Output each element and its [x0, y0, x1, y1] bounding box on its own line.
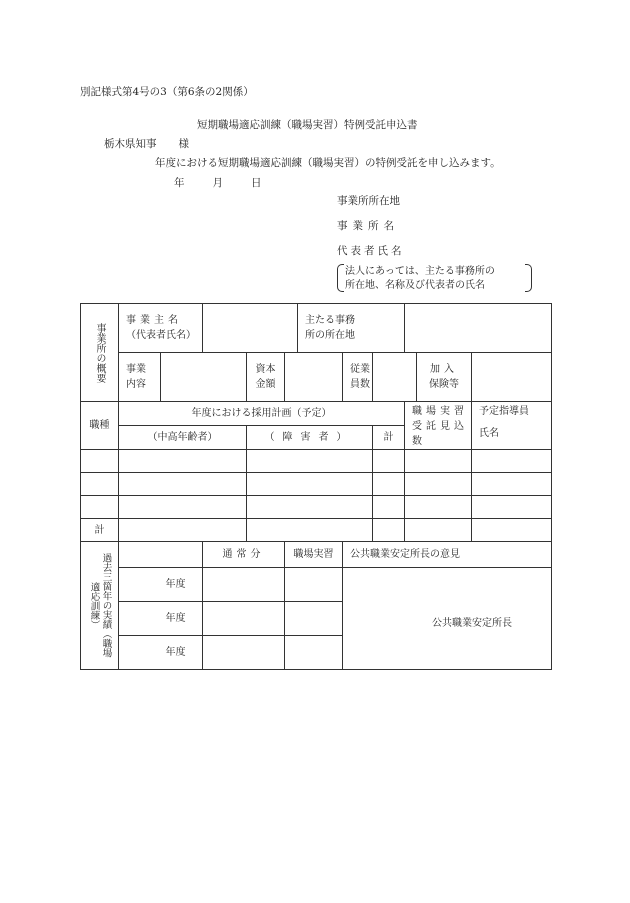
plan-instructor[interactable]	[472, 473, 552, 496]
office-sublabel: 所の所在地	[305, 330, 356, 341]
date-line	[174, 178, 290, 189]
disabled-label: （障害者）	[247, 426, 373, 450]
business-sublabel: 内容	[126, 379, 146, 390]
applicant-address-label: 事業所所在地	[337, 195, 400, 207]
past-practicum-2[interactable]	[285, 602, 343, 636]
occupation-label: 職種	[81, 402, 119, 450]
plan-instructor[interactable]	[472, 450, 552, 473]
corporate-note	[337, 264, 532, 292]
total-disabled[interactable]	[247, 519, 373, 542]
director-title: 公共職業安定所長	[432, 618, 513, 629]
capital-sublabel: 金額	[255, 379, 276, 390]
plan-acceptance[interactable]	[405, 450, 472, 473]
director-opinion-cell	[343, 542, 552, 568]
plan-occupation[interactable]	[81, 450, 119, 473]
plan-senior[interactable]	[119, 450, 247, 473]
plan-disabled[interactable]	[247, 450, 373, 473]
capital-value[interactable]	[285, 353, 343, 402]
office-label-cell	[298, 304, 405, 353]
normal-label: 通常分	[203, 542, 285, 568]
acceptance-label-cell	[405, 402, 472, 450]
plan-disabled[interactable]	[247, 496, 373, 519]
plan-total[interactable]	[373, 473, 405, 496]
plan-instructor[interactable]	[472, 496, 552, 519]
practicum-label: 職場実習	[285, 542, 343, 568]
plan-total-label: 計	[373, 426, 405, 450]
plan-occupation[interactable]	[81, 473, 119, 496]
addressee	[104, 139, 189, 150]
date-month[interactable]: 月	[212, 177, 223, 189]
plan-senior[interactable]	[119, 496, 247, 519]
past-year-3: 年度	[119, 636, 203, 670]
note-line-2: 所在地、名称及び代表者の氏名	[345, 280, 485, 291]
total-row	[81, 519, 552, 542]
total-label: 計	[81, 519, 119, 542]
past-normal-2[interactable]	[203, 602, 285, 636]
senior-label: （中高年齢者）	[119, 426, 247, 450]
insurance-label-cell	[417, 353, 472, 402]
note-bracket-left	[337, 264, 344, 292]
instructor-label: 予定指導員	[479, 406, 530, 417]
owner-sublabel: （代表者氏名）	[126, 330, 196, 341]
note-text	[345, 265, 495, 293]
total-acceptance[interactable]	[405, 519, 472, 542]
employees-value[interactable]	[373, 353, 417, 402]
applicant-rep-label: 代表者氏名	[337, 245, 405, 257]
overview-label-cell	[81, 304, 119, 402]
past-year-1: 年度	[119, 568, 203, 602]
insurance-label: 加入	[430, 364, 459, 375]
past-normal-3[interactable]	[203, 636, 285, 670]
document-title: 短期職場適応訓練（職場実習）特例受託申込書	[197, 119, 418, 131]
past-practicum-1[interactable]	[285, 568, 343, 602]
form-id: 別記様式第4号の3（第6条の2関係）	[80, 86, 254, 98]
past-label: 過去三箇年の実績（職場適応訓練）	[88, 553, 112, 658]
addressee-name: 栃木県知事	[104, 138, 157, 150]
plan-row	[81, 473, 552, 496]
past-year-2: 年度	[119, 602, 203, 636]
hiring-plan-label: 年度における採用計画（予定）	[119, 402, 405, 426]
office-label: 主たる事務	[305, 315, 356, 326]
director-opinion-label: 公共職業安定所長の意見	[350, 549, 461, 560]
plan-occupation[interactable]	[81, 496, 119, 519]
acceptance-sublabel: 受託見込	[412, 421, 469, 432]
plan-acceptance[interactable]	[405, 496, 472, 519]
business-label-cell	[119, 353, 161, 402]
total-senior[interactable]	[119, 519, 247, 542]
request-text: 年度における短期職場適応訓練（職場実習）の特例受託を申し込みます。	[155, 157, 501, 169]
date-day[interactable]: 日	[251, 177, 262, 189]
total-instructor[interactable]	[472, 519, 552, 542]
plan-total[interactable]	[373, 450, 405, 473]
addressee-honorific: 様	[178, 138, 189, 150]
plan-row	[81, 496, 552, 519]
owner-label: 事業主名	[126, 315, 182, 326]
instructor-sublabel: 氏名	[479, 428, 500, 439]
plan-acceptance[interactable]	[405, 473, 472, 496]
acceptance-label: 職場実習	[412, 406, 469, 417]
insurance-sublabel: 保険等	[429, 379, 460, 390]
note-bracket-right	[525, 264, 532, 292]
business-label: 事業	[126, 364, 146, 375]
capital-label-cell	[247, 353, 285, 402]
employees-label: 従業	[350, 364, 371, 375]
past-year-header	[119, 542, 203, 568]
employees-sublabel: 員数	[350, 379, 371, 390]
plan-row	[81, 450, 552, 473]
business-value[interactable]	[161, 353, 247, 402]
total-total[interactable]	[373, 519, 405, 542]
acceptance-sublabel-2: 数	[412, 436, 423, 447]
note-line-1: 法人にあっては、主たる事務所の	[345, 266, 495, 277]
past-label-cell	[81, 542, 119, 670]
insurance-value[interactable]	[472, 353, 552, 402]
past-normal-1[interactable]	[203, 568, 285, 602]
employees-label-cell	[343, 353, 373, 402]
applicant-name-label: 事業所名	[337, 220, 399, 232]
past-practicum-3[interactable]	[285, 636, 343, 670]
overview-label: 事業所の概要	[94, 322, 105, 383]
owner-value[interactable]	[203, 304, 298, 353]
owner-label-cell	[119, 304, 203, 353]
office-value[interactable]	[405, 304, 552, 353]
application-table	[80, 303, 552, 670]
plan-senior[interactable]	[119, 473, 247, 496]
capital-label: 資本	[255, 364, 276, 375]
instructor-label-cell	[472, 402, 552, 450]
plan-total[interactable]	[373, 496, 405, 519]
director-opinion-area[interactable]	[343, 568, 552, 670]
plan-disabled[interactable]	[247, 473, 373, 496]
date-year[interactable]: 年	[174, 177, 185, 189]
